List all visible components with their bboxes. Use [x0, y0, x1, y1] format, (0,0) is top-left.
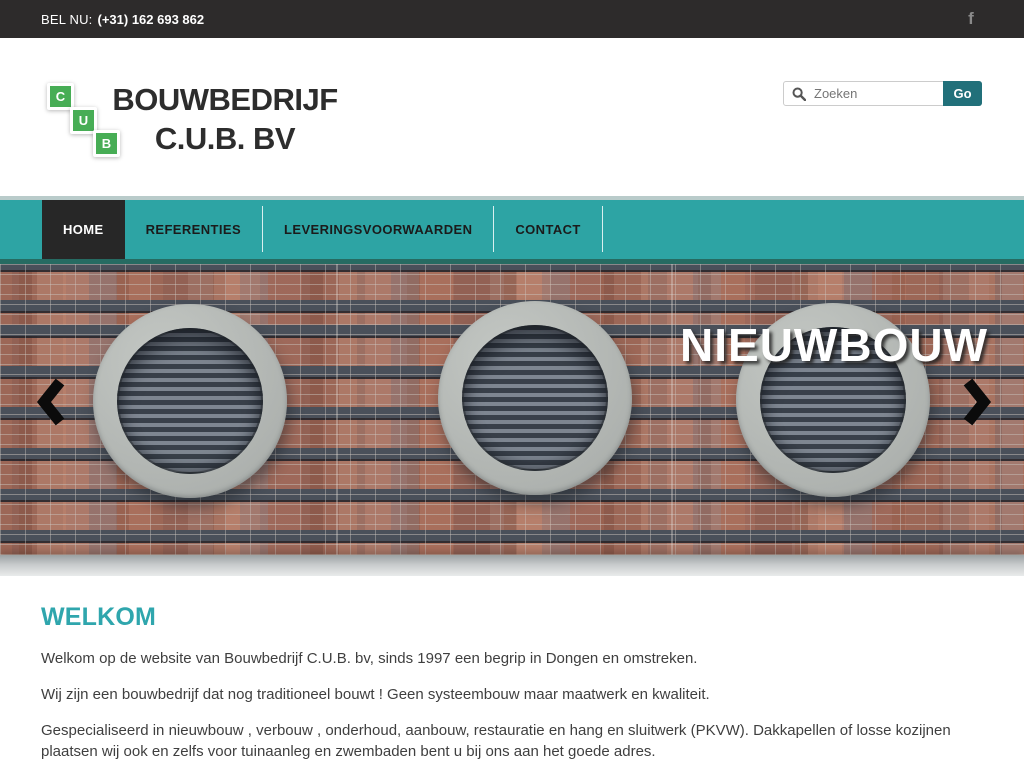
search-go-button[interactable]: Go — [943, 81, 982, 106]
search-box — [783, 81, 982, 106]
logo-block-b: B — [93, 130, 120, 157]
vent-grille — [462, 325, 608, 471]
vent-circle — [93, 304, 287, 498]
nav-item-referenties[interactable]: REFERENTIES — [145, 222, 242, 237]
main-content — [0, 603, 1024, 762]
nav-item-leveringsvoorwaarden[interactable]: LEVERINGSVOORWAARDEN — [284, 222, 473, 237]
call-label: BEL NU: — [41, 11, 93, 27]
vent-grille — [117, 328, 263, 474]
logo-block-c: C — [47, 83, 74, 110]
search-icon — [792, 87, 806, 101]
company-name — [106, 80, 344, 158]
site-header — [0, 38, 1024, 196]
company-name-line2: C.U.B. BV — [154, 121, 296, 156]
about-paragraph: Wij zijn een bouwbedrijf dat nog traditioneel bouwt ! Geen systeembouw maar maatwerk en kwaliteit. — [41, 686, 710, 703]
logo-block-u: U — [70, 107, 97, 134]
nav-separator — [602, 206, 603, 252]
prev-arrow-icon[interactable] — [36, 376, 66, 428]
services-paragraph: Gespecialiseerd in nieuwbouw , verbouw , onderhoud, aanbouw, restauratie en hang en sluitwerk (PKVW). Dakkapellen of losse kozijnen plaatsen wij ook en zelfs voor tuinaanleg en zwembaden bent u bij ons aan het goede adres. — [41, 722, 951, 760]
nav-item-home[interactable]: HOME — [42, 200, 125, 259]
vent-circle — [438, 301, 632, 495]
slide-title: NIEUWBOUW — [680, 319, 988, 371]
brick-panel-seam — [671, 264, 673, 556]
hero-bottom-ledge — [0, 555, 1024, 576]
company-name-line1: BOUWBEDRIJF — [112, 82, 338, 117]
phone-number: (+31) 162 693 862 — [97, 11, 205, 27]
facebook-icon[interactable]: f — [968, 9, 974, 28]
intro-paragraph: Welkom op de website van Bouwbedrijf C.U.B. bv, sinds 1997 een begrip in Dongen en omstreken. — [41, 650, 698, 667]
search-input[interactable] — [812, 85, 943, 102]
topbar — [0, 0, 1024, 38]
hero-slider — [0, 264, 1024, 576]
main-nav — [0, 196, 1024, 259]
nav-item-contact[interactable]: CONTACT — [515, 222, 581, 237]
next-arrow-icon[interactable] — [962, 376, 992, 428]
page-title: WELKOM — [41, 603, 157, 631]
brick-panel-seam — [336, 264, 338, 556]
